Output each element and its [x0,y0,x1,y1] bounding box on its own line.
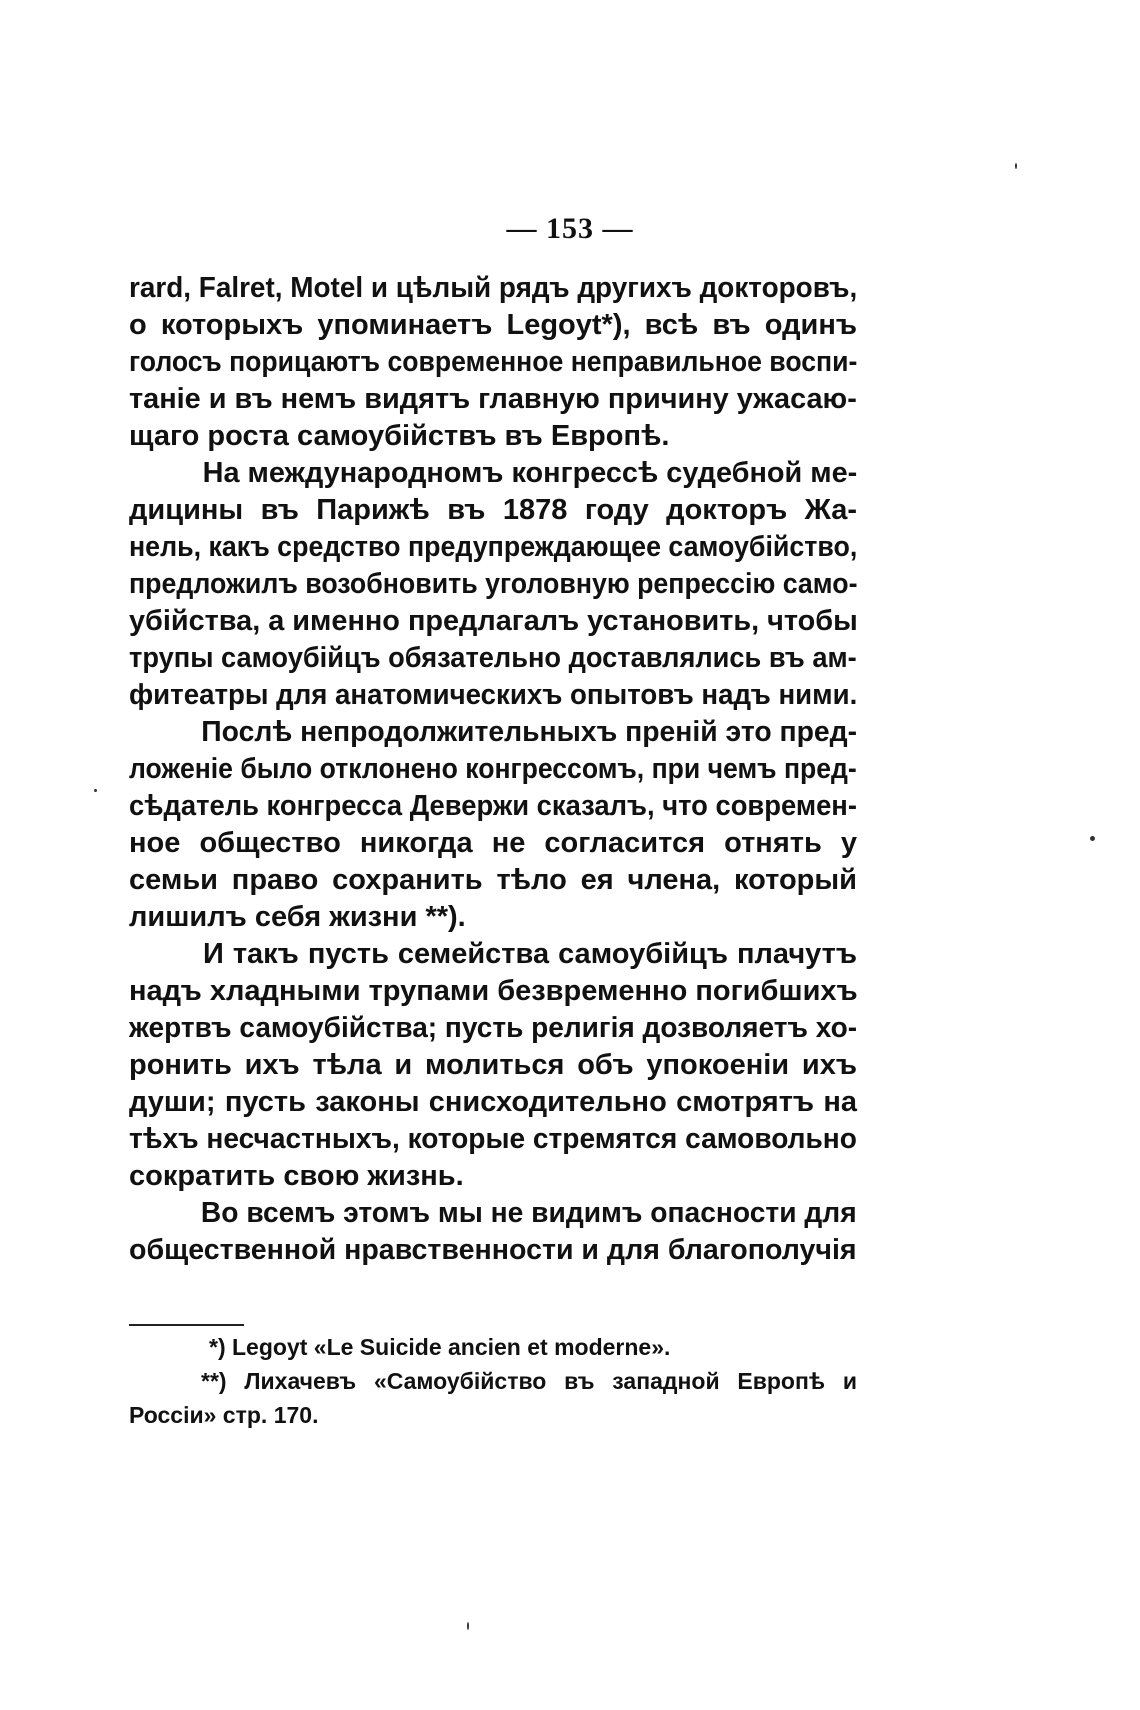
text-line: тѣхъ несчастныхъ, которые стремятся самовольно [129,1123,857,1155]
scan-speck [1090,836,1095,841]
text-line: души; пусть законы снисходительно смотрятъ на [129,1086,857,1118]
text-line: дицины въ Парижѣ въ 1878 году докторъ Жа- [129,494,857,526]
paragraph-3 [129,714,857,936]
text-line: Послѣ непродолжительныхъ преній это пред- [201,716,858,748]
text-line: предложилъ возобновить уголовную репрессію само- [129,568,858,600]
text-line: ное общество никогда не согласится отнять у [129,827,857,859]
footnote-2: **) Лихачевъ «Самоубійство въ западной Европѣ и [201,1368,857,1394]
text-line: семьи право сохранить тѣло ея члена, который [129,864,857,896]
paragraph-1 [129,270,857,455]
text-line: жертвъ самоубійства; пусть религія дозволяетъ хо- [129,1012,858,1044]
text-line: сѣдатель конгресса Девержи сказалъ, что современ- [129,790,857,822]
text-line: Во всемъ этомъ мы не видимъ опасности для [200,1197,857,1229]
text-line: ронить ихъ тѣла и молиться объ упокоеніи ихъ [129,1049,857,1081]
text-line: фитеатры для анатомическихъ опытовъ надъ ними. [129,679,858,711]
text-line: нель, какъ средство предупреждающее самоубійство, [129,531,858,563]
text-line: убійства, а именно предлагалъ установить, чтобы [129,605,858,637]
text-line: надъ хладными трупами безвременно погибшихъ [129,975,858,1007]
main-text [129,270,857,1269]
footnote-divider [129,1324,244,1326]
footnote-1: *) Legoyt «Le Suicide ancien et moderne». [209,1334,671,1360]
paragraph-4 [129,936,857,1195]
text-line: rard, Falret, Motel и цѣлый рядъ другихъ докторовъ, [129,272,858,304]
text-line: И такъ пусть семейства самоубійцъ плачутъ [203,938,857,970]
scan-speck [1015,163,1017,169]
text-line: лишилъ себя жизни **). [129,901,466,933]
text-line: щаго роста самоубійствъ въ Европѣ. [129,420,670,452]
footnote-2-continuation: Россіи» стр. 170. [129,1402,319,1428]
page-number: — 153 — [506,212,634,245]
text-line: сократить свою жизнь. [129,1160,464,1192]
scan-speck [467,1622,469,1630]
text-line: голосъ порицаютъ современное неправильное воспи- [129,346,858,378]
text-line: трупы самоубійцъ обязательно доставлялись въ ам- [129,642,857,674]
footnotes [129,1330,857,1432]
text-line: ложеніе было отклонено конгрессомъ, при чемъ пред- [129,753,857,785]
text-line: о которыхъ упоминаетъ Legoyt*), всѣ въ одинъ [129,309,857,341]
text-line: таніе и въ немъ видятъ главную причину ужасаю- [129,383,857,415]
scan-speck [94,789,97,792]
text-line: На международномъ конгрессѣ судебной ме- [202,457,858,489]
paragraph-2 [129,455,857,714]
text-line: общественной нравственности и для благополучія [129,1234,857,1266]
paragraph-5 [129,1195,857,1269]
